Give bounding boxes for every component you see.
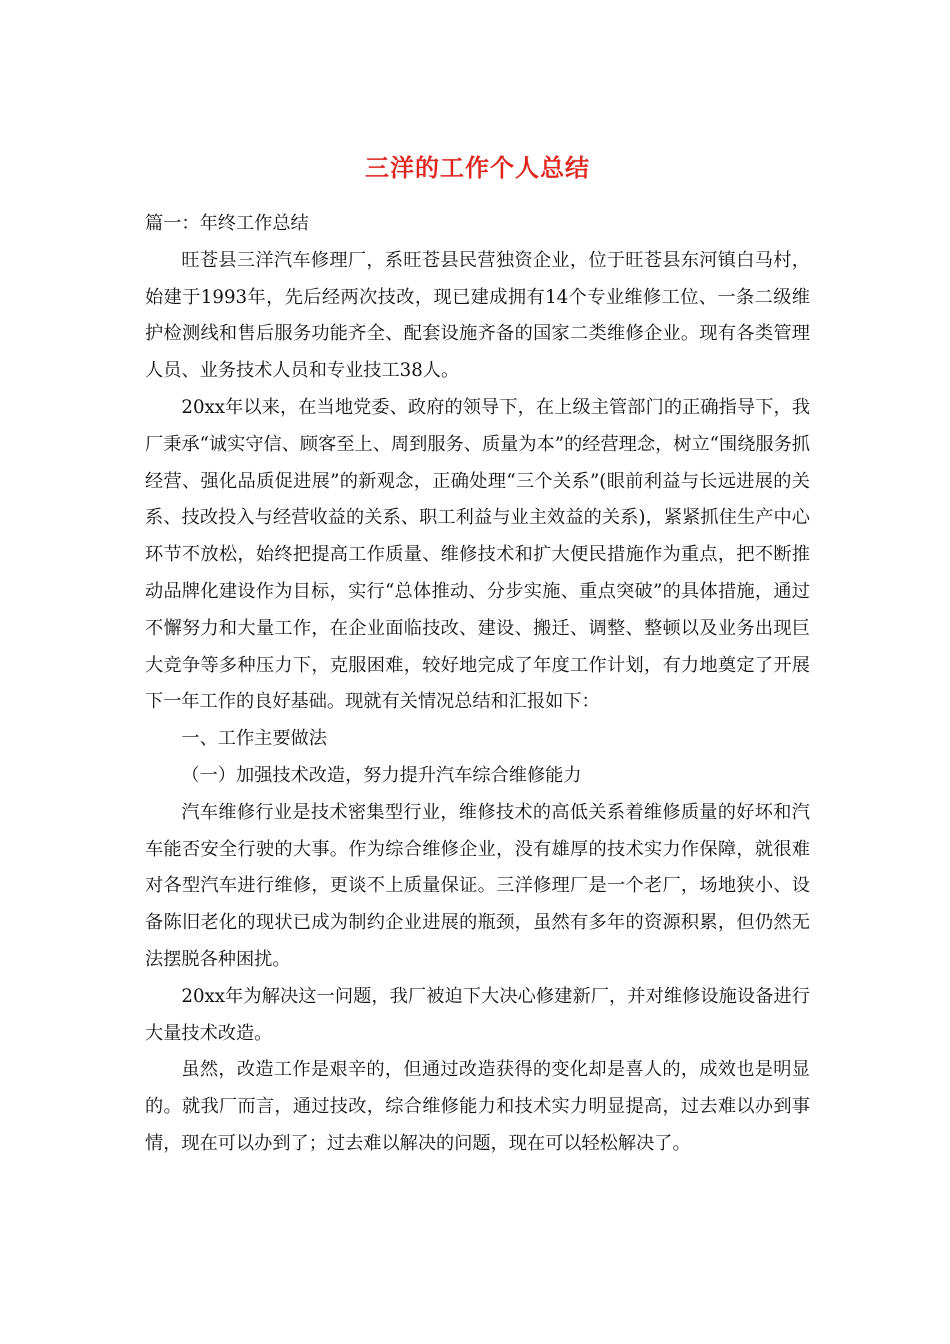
paragraph-new-plant: 20xx年为解决这一问题，我厂被迫下大决心修建新厂，并对维修设施设备进行大量技术改造。 [145,985,810,1044]
subheading-tech-upgrade: （一）加强技术改造，努力提升汽车综合维修能力 [181,764,582,786]
paragraph-industry: 汽车维修行业是技术密集型行业，维修技术的高低关系着维修质量的好坏和汽车能否安全行驶的大事。作为综合维修企业，没有雄厚的技术实力作保障，就很难对各型汽车进行维修，更谈不上质量保证。三洋修理厂是一个老厂，场地狭小、设备陈旧老化的现状已成为制约企业进展的瓶颈，虽然有多年的资源积累，但仍然无法摆脱各种困扰。 [145,801,810,970]
document-title: 三洋的工作个人总结 [365,153,590,182]
paragraph-overview: 20xx年以来，在当地党委、政府的领导下，在上级主管部门的正确指导下，我厂秉承“诚实守信、顾客至上、周到服务、质量为本”的经营理念，树立“围绕服务抓经营、强化品质促进展”的新观念，正确处理“三个关系”(眼前利益与长远进展的关系、技改投入与经营收益的关系、职工利益与业主效益的关系)，紧紧抓住生产中心环节不放松，始终把提高工作质量、维修技术和扩大便民措施作为重点，把不断推动品牌化建设作为目标，实行“总体推动、分步实施、重点突破”的具体措施，通过不懈努力和大量工作，在企业面临技改、建设、搬迁、调整、整顿以及业务出现巨大竞争等多种压力下，克服困难，较好地完成了年度工作计划，有力地奠定了开展下一年工作的良好基础。现就有关情况总结和汇报如下： [145,396,810,713]
section-label: 篇一：年终工作总结 [145,213,309,234]
heading-main-practices: 一、工作主要做法 [181,728,327,750]
paragraph-results: 虽然，改造工作是艰辛的，但通过改造获得的变化却是喜人的，成效也是明显的。就我厂而言，通过技改，综合维修能力和技术实力明显提高，过去难以办到事情，现在可以办到了；过去难以解决的问题，现在可以轻松解决了。 [145,1059,810,1154]
document-body [145,150,810,1163]
paragraph-company-intro: 旺苍县三洋汽车修理厂，系旺苍县民营独资企业，位于旺苍县东河镇白马村，始建于1993年，先后经两次技改，现已建成拥有14个专业维修工位、一条二级维护检测线和售后服务功能齐全、配套设施齐备的国家二类维修企业。现有各类管理人员、业务技术人员和专业技工38人。 [145,249,810,382]
